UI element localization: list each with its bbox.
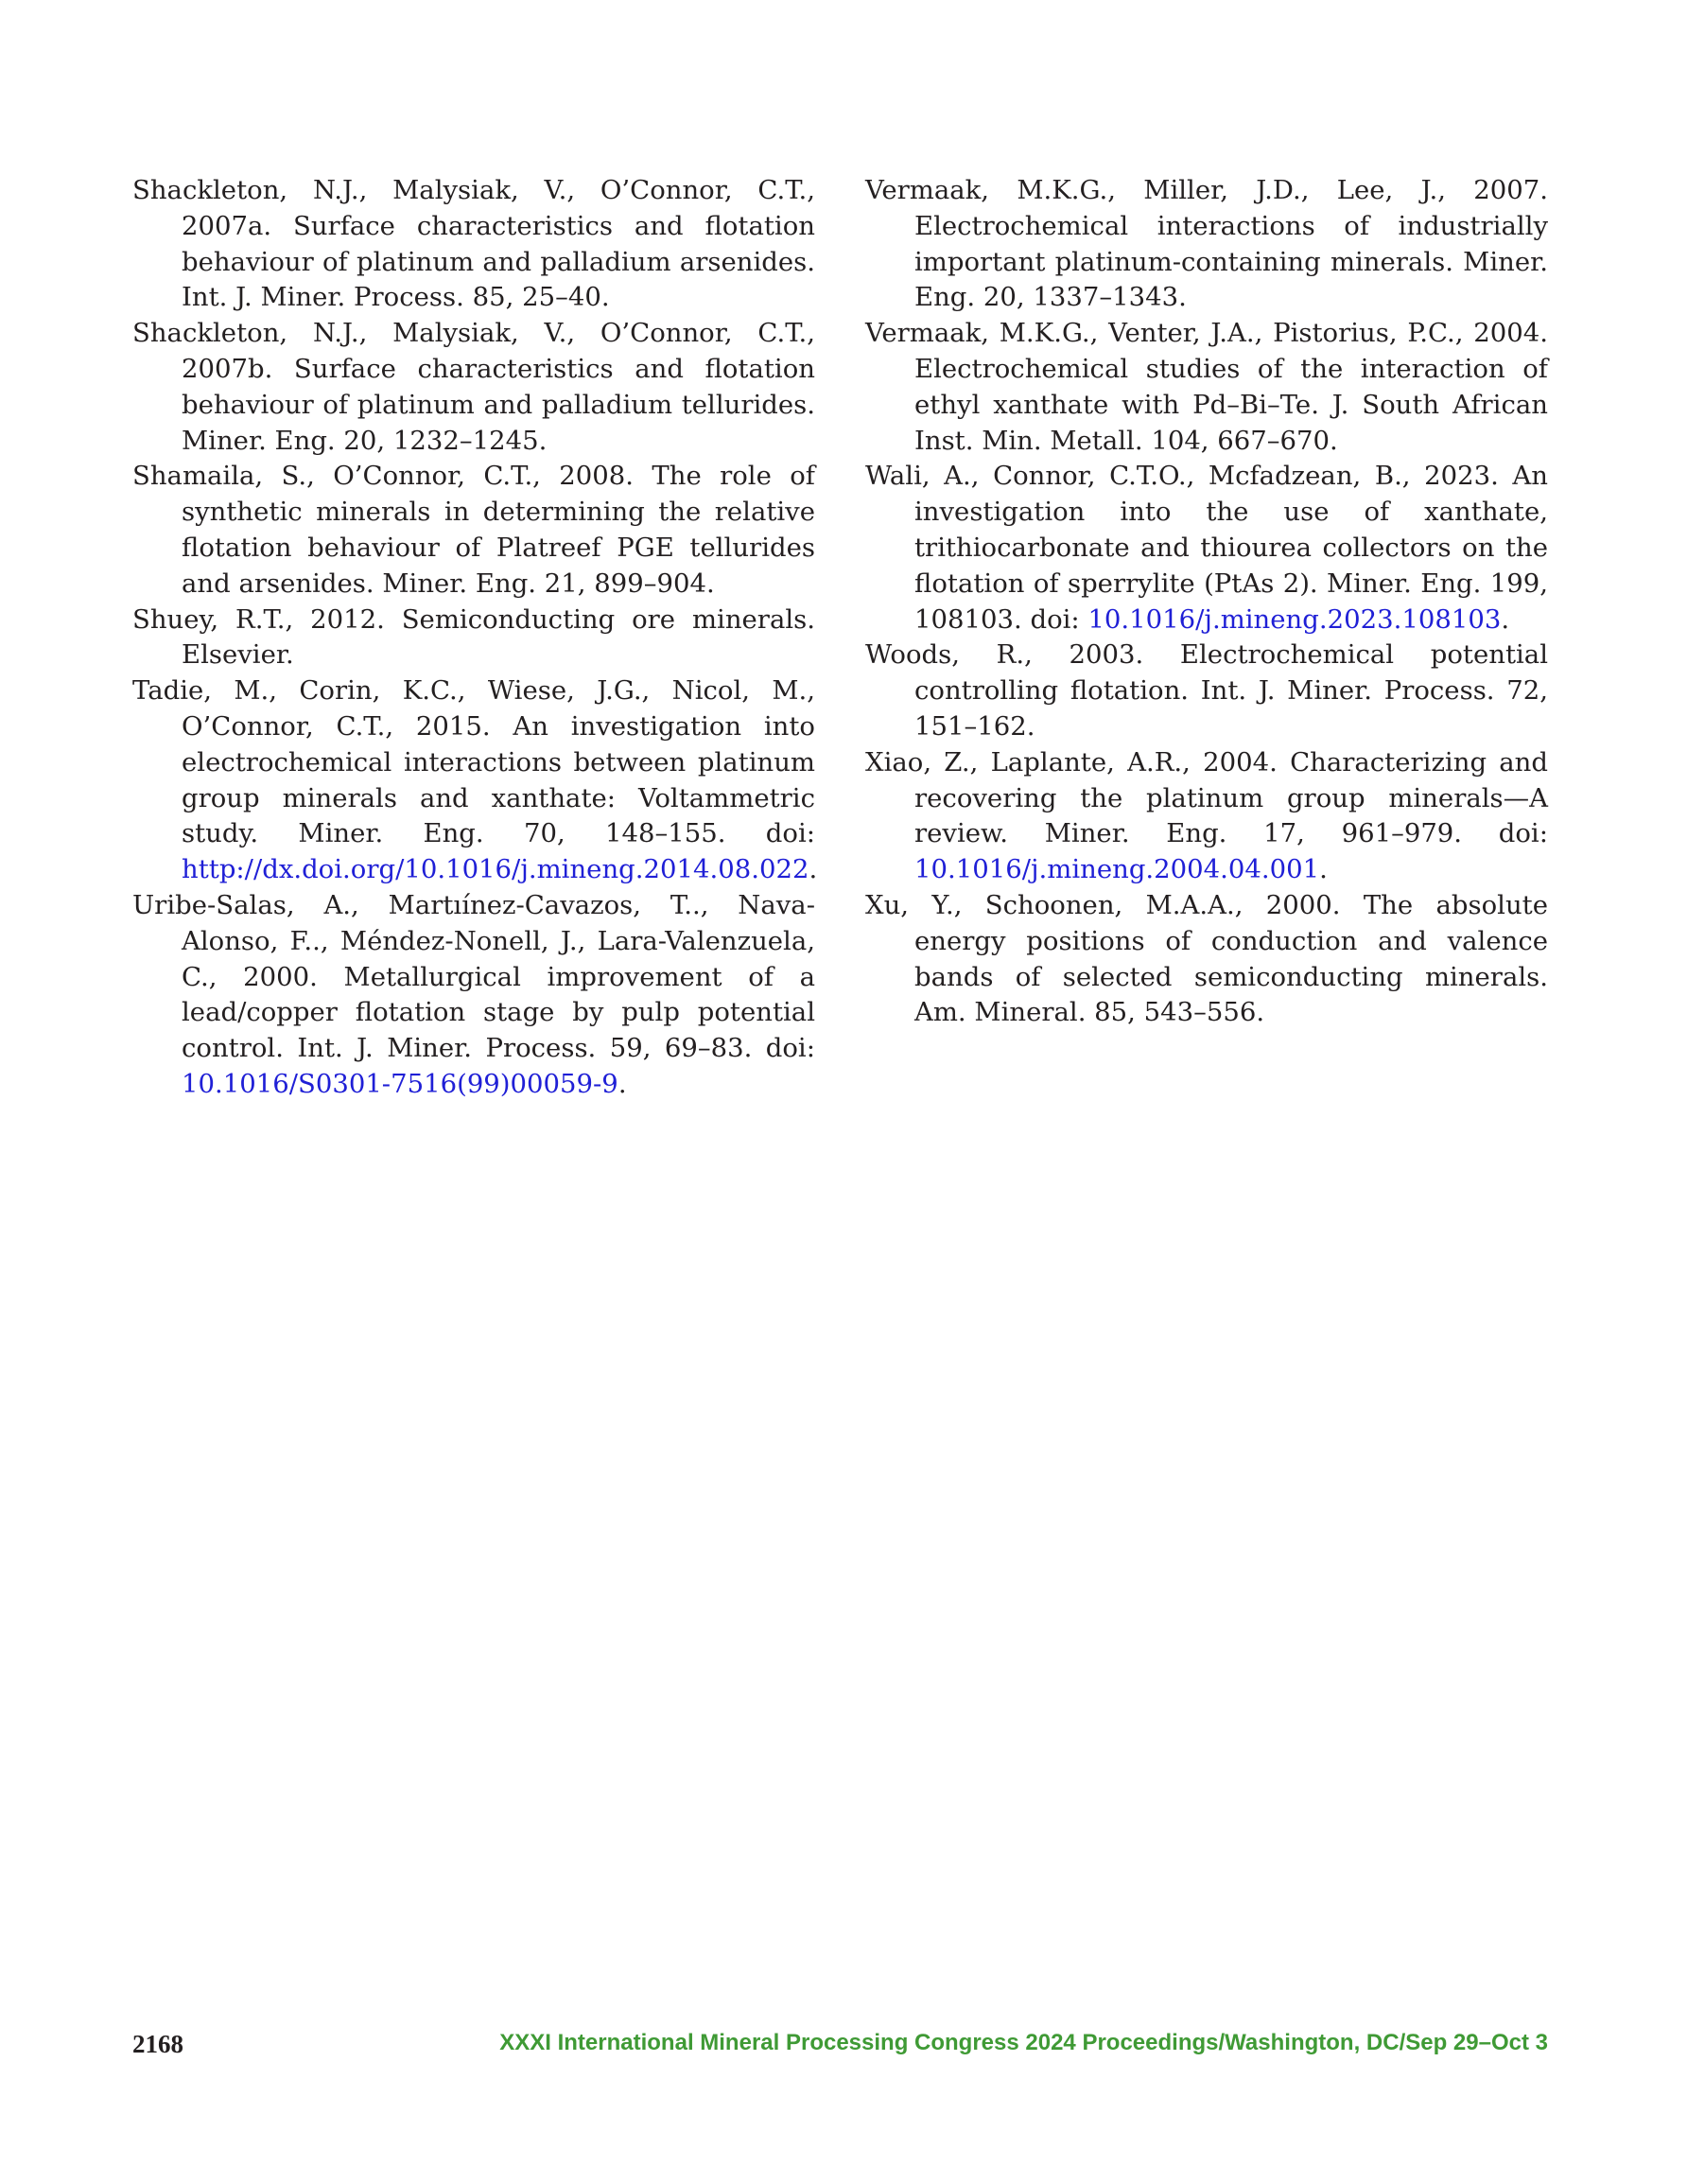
page-number: 2168 (132, 2030, 183, 2058)
reference-tail: . (617, 1068, 627, 1099)
reference-item (865, 745, 1548, 888)
reference-text: Shamaila, S., O’Connor, C.T., 2008. The role of synthetic minerals in determining the relative flotation behaviour of Platreef PGE tellurides and arsenides. Miner. Eng. 21, 899–904. (132, 461, 815, 599)
reference-text: Vermaak, M.K.G., Miller, J.D., Lee, J., 2007. Electrochemical interactions of industrially important platinum-containing minerals. Miner. Eng. 20, 1337–1343. (865, 175, 1548, 313)
page-footer (132, 2030, 1548, 2064)
reference-item (865, 459, 1548, 638)
reference-item (132, 888, 815, 1103)
reference-text: Uribe-Salas, A., Martıínez-Cavazos, T.., Nava-Alonso, F.., Méndez-Nonell, J., Lara-Valenzuela, C., 2000. Metallurgical improvement of a lead/copper flotation stage by pulp potential control. Int. J. Miner. Process. 59, 69–83. doi: (132, 889, 815, 1064)
reference-text: Woods, R., 2003. Electrochemical potential controlling flotation. Int. J. Miner. Process. 72, 151–162. (865, 639, 1548, 742)
reference-text: Shuey, R.T., 2012. Semiconducting ore minerals. Elsevier. (132, 603, 815, 671)
reference-item (132, 603, 815, 674)
reference-text: Xu, Y., Schoonen, M.A.A., 2000. The absolute energy positions of conduction and valence bands of selected semiconducting minerals. Am. Mineral. 85, 543–556. (865, 889, 1548, 1028)
reference-tail: . (809, 854, 818, 885)
references-left-column (132, 173, 818, 1103)
doi-link[interactable]: http://dx.doi.org/10.1016/j.mineng.2014.08.022 (182, 854, 809, 885)
reference-text: Tadie, M., Corin, K.C., Wiese, J.G., Nicol, M., O’Connor, C.T., 2015. An investigation into electrochemical interactions between platinum group minerals and xanthate: Voltammetric study. Miner. Eng. 70, 148–155. doi: (132, 675, 815, 849)
reference-item (132, 316, 815, 459)
reference-item (865, 173, 1548, 316)
reference-text: Xiao, Z., Laplante, A.R., 2004. Characterizing and recovering the platinum group minerals—A review. Miner. Eng. 17, 961–979. doi: (865, 746, 1548, 849)
references-right-column (865, 173, 1548, 1031)
reference-text: Shackleton, N.J., Malysiak, V., O’Connor, C.T., 2007a. Surface characteristics and flotation behaviour of platinum and palladium arsenides. Int. J. Miner. Process. 85, 25–40. (132, 175, 815, 313)
running-title: XXXI International Mineral Processing Congress 2024 Proceedings/Washington, DC/Sep 29–Oct 3 (499, 2030, 1548, 2055)
reference-tail: . (1501, 603, 1510, 635)
reference-text: Vermaak, M.K.G., Venter, J.A., Pistorius, P.C., 2004. Electrochemical studies of the interaction of ethyl xanthate with Pd–Bi–Te. J. South African Inst. Min. Metall. 104, 667–670. (865, 318, 1548, 456)
reference-tail: . (1319, 854, 1328, 885)
doi-link[interactable]: 10.1016/j.mineng.2023.108103 (1087, 603, 1502, 635)
reference-item (865, 638, 1548, 744)
reference-item (865, 316, 1548, 459)
reference-item (132, 459, 815, 602)
reference-item (865, 888, 1548, 1031)
doi-link[interactable]: 10.1016/S0301-7516(99)00059-9 (182, 1068, 618, 1099)
reference-item (132, 673, 818, 888)
doi-link[interactable]: 10.1016/j.mineng.2004.04.001 (914, 854, 1320, 885)
reference-text: Shackleton, N.J., Malysiak, V., O’Connor, C.T., 2007b. Surface characteristics and flotation behaviour of platinum and palladium tellurides. Miner. Eng. 20, 1232–1245. (132, 318, 815, 456)
reference-item (132, 173, 815, 316)
reference-text: Wali, A., Connor, C.T.O., Mcfadzean, B., 2023. An investigation into the use of xanthate, trithiocarbonate and thiourea collectors on the flotation of sperrylite (PtAs 2). Miner. Eng. 199, 108103. doi: (865, 461, 1548, 635)
